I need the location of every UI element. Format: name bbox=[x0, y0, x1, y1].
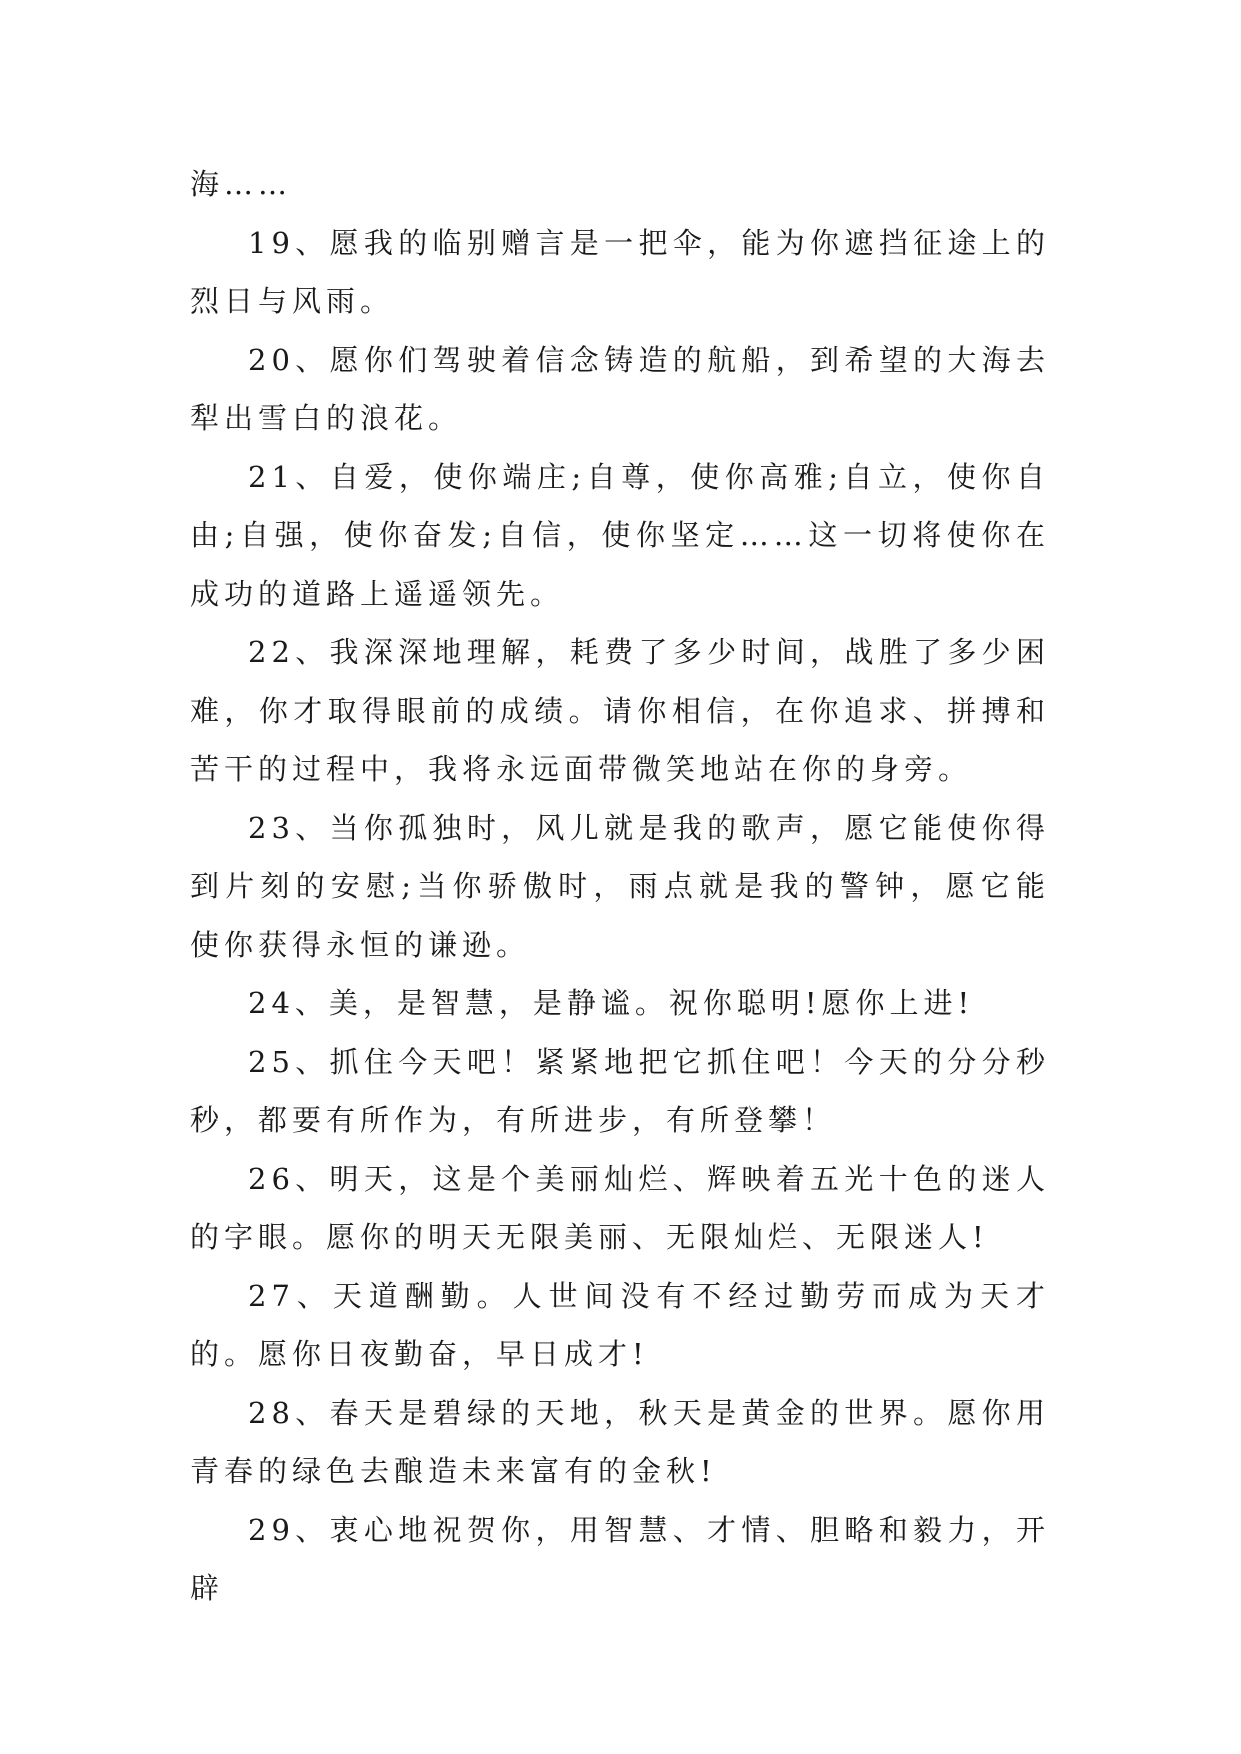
paragraph-25: 25、抓住今天吧！紧紧地把它抓住吧！今天的分分秒秒，都要有所作为，有所进步，有所登攀！ bbox=[190, 1044, 1050, 1137]
paragraph-22: 22、我深深地理解，耗费了多少时间，战胜了多少困难，你才取得眼前的成绩。请你相信，在你追求、拼搏和苦干的过程中，我将永远面带微笑地站在你的身旁。 bbox=[190, 635, 1050, 786]
paragraph-26: 26、明天，这是个美丽灿烂、辉映着五光十色的迷人的字眼。愿你的明天无限美丽、无限灿烂、无限迷人! bbox=[190, 1161, 1050, 1254]
paragraph-28: 28、春天是碧绿的天地，秋天是黄金的世界。愿你用青春的绿色去酿造未来富有的金秋! bbox=[190, 1395, 1050, 1488]
paragraph-20: 20、愿你们驾驶着信念铸造的航船，到希望的大海去犁出雪白的浪花。 bbox=[190, 342, 1050, 435]
paragraph-21: 21、自爱，使你端庄;自尊，使你高雅;自立，使你自由;自强，使你奋发;自信，使你坚定……这一切将使你在成功的道路上遥遥领先。 bbox=[190, 459, 1050, 611]
paragraph-29: 29、衷心地祝贺你，用智慧、才情、胆略和毅力，开辟 bbox=[190, 1512, 1050, 1605]
paragraph-27: 27、天道酬勤。人世间没有不经过勤劳而成为天才的。愿你日夜勤奋，早日成才! bbox=[190, 1278, 1050, 1371]
paragraph-19: 19、愿我的临别赠言是一把伞，能为你遮挡征途上的烈日与风雨。 bbox=[190, 225, 1050, 318]
document-body bbox=[190, 155, 1050, 1618]
paragraph-24: 24、美，是智慧，是静谧。祝你聪明!愿你上进! bbox=[248, 986, 975, 1020]
paragraph-23: 23、当你孤独时，风儿就是我的歌声，愿它能使你得到片刻的安慰;当你骄傲时，雨点就是我的警钟，愿它能使你获得永恒的谦逊。 bbox=[190, 810, 1050, 962]
continued-line: 海…… bbox=[190, 167, 293, 201]
